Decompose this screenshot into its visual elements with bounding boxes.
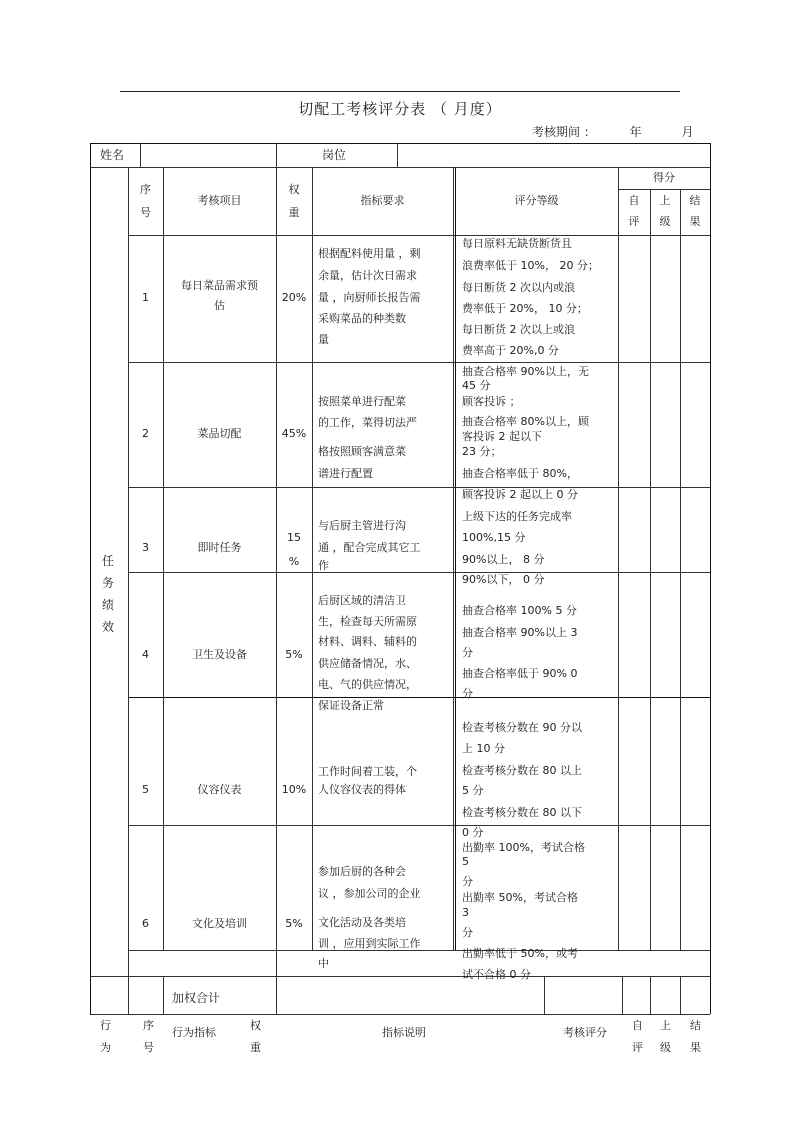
self-header-2: 评	[628, 215, 640, 228]
cell-text: 为	[100, 1041, 111, 1054]
grid-line	[90, 143, 91, 1014]
cell-text: 格按照顾客满意菜	[318, 445, 406, 458]
weight-header-1: 权	[288, 183, 300, 196]
cell-text: 量	[318, 333, 329, 346]
cell-text: 出勤率低于 50%，或考	[462, 947, 578, 960]
cell-text: 根据配料使用量 ，剩	[318, 247, 421, 260]
grid-line	[128, 572, 710, 573]
seq-header-1: 序	[140, 183, 151, 196]
result-header-2: 果	[689, 215, 701, 228]
cell-text: 中	[318, 957, 329, 970]
weighted-total-label: 加权合计	[172, 991, 221, 1005]
cell-text: 作	[318, 559, 329, 572]
grading-header: 评分等级	[514, 194, 559, 207]
cell-text: 5	[462, 855, 469, 868]
cell-text: 参加后厨的各种会	[318, 865, 406, 878]
item-header: 考核项目	[197, 194, 242, 207]
grid-line	[128, 235, 710, 236]
cell-text: 上 10 分	[462, 742, 505, 755]
grid-line	[128, 825, 710, 826]
cell-text: 工作时间着工装，个	[318, 765, 417, 778]
cell-text: 出勤率 100%，考试合格	[462, 841, 585, 854]
cell-text: 电、气的供应情况，	[318, 678, 417, 691]
cell-text: 上级下达的任务完成率	[462, 510, 572, 523]
cell-text: 5	[142, 783, 149, 796]
cell-text: 仪容仪表	[197, 783, 242, 796]
cell-text: 菜品切配	[197, 427, 242, 440]
self-header-1: 自	[628, 194, 640, 207]
cell-text: 绩	[101, 598, 114, 612]
grid-line	[680, 976, 681, 1014]
grid-line	[622, 976, 623, 1014]
cell-text: 3	[462, 906, 469, 919]
cell-text: 5%	[285, 648, 303, 661]
cell-text: 抽查合格率 90%以上 3	[462, 626, 578, 639]
post-label: 岗位	[322, 148, 347, 162]
score-header: 得分	[653, 171, 675, 184]
grid-line	[453, 167, 454, 950]
grid-line	[680, 189, 681, 950]
cell-text: 每日菜品需求预	[181, 279, 258, 292]
grid-line	[544, 976, 545, 1014]
seq-header-2: 号	[140, 206, 151, 219]
cell-text: 通 ，配合完成其它工	[318, 541, 421, 554]
grid-line	[650, 189, 651, 950]
grid-line	[90, 1014, 710, 1015]
grid-line	[312, 167, 313, 950]
grid-line	[618, 189, 710, 190]
cell-text: 浪费率低于 10%， 20 分；	[462, 259, 599, 272]
grid-line	[90, 167, 710, 168]
grid-line	[128, 697, 710, 698]
cell-text: 后厨区域的清洁卫	[318, 594, 406, 607]
cell-text: 自	[632, 1019, 643, 1032]
cell-text: 保证设备正常	[318, 699, 384, 712]
cell-text: 90%以下， 0 分	[462, 573, 545, 586]
cell-text: 5%	[285, 917, 303, 930]
period-label: 考核期间 ：	[532, 125, 596, 139]
cell-text: 考核评分	[563, 1026, 607, 1039]
cell-text: 2	[142, 427, 149, 440]
cell-text: 谱进行配置	[318, 467, 373, 480]
cell-text: 分	[462, 926, 473, 939]
cell-text: 每日原料无缺货断货且	[462, 237, 572, 250]
cell-text: 任	[101, 554, 114, 568]
cell-text: 检查考核分数在 80 以上	[462, 764, 582, 777]
cell-text: 45 分	[462, 379, 491, 392]
task-category-label	[96, 550, 120, 638]
cell-text: %	[288, 555, 300, 568]
cell-text: 出勤率 50%，考试合格	[462, 891, 578, 904]
grid-line	[650, 976, 651, 1014]
form-title: 切配工考核评分表 （ 月度）	[298, 100, 502, 118]
cell-text: 行	[100, 1019, 111, 1032]
top-rule	[120, 91, 680, 92]
cell-text: 6	[142, 917, 149, 930]
cell-text: 检查考核分数在 90 分以	[462, 721, 582, 734]
cell-text: 20%	[281, 291, 307, 304]
name-label: 姓名	[100, 148, 125, 162]
cell-text: 每日断货 2 次以上或浪	[462, 323, 575, 336]
cell-text: 0 分	[462, 826, 484, 839]
cell-text: 量 ，向厨师长报告需	[318, 291, 421, 304]
cell-text: 10%	[281, 783, 307, 796]
cell-text: 分	[462, 687, 473, 700]
cell-text: 顾客投诉 2 起以上 0 分	[462, 488, 578, 501]
cell-text: 23 分；	[462, 445, 502, 458]
weight-header-2: 重	[288, 206, 300, 219]
cell-text: 重	[250, 1041, 261, 1054]
cell-text: 效	[101, 620, 114, 634]
cell-text: 试不合格 0 分	[462, 968, 531, 981]
cell-text: 抽查合格率低于 80%，	[462, 467, 578, 480]
cell-text: 生，检查每天所需原	[318, 615, 417, 628]
cell-text: 议 ，参加公司的企业	[318, 887, 421, 900]
cell-text: 每日断货 2 次以内或浪	[462, 281, 575, 294]
cell-text: 分	[462, 875, 473, 888]
period-year: 年	[629, 125, 642, 139]
grid-line	[128, 487, 710, 488]
cell-text: 100%,15 分	[462, 531, 526, 544]
result-header-1: 结	[689, 194, 701, 207]
cell-text: 务	[101, 576, 114, 590]
grid-line	[618, 167, 619, 950]
cell-text: 结	[690, 1019, 701, 1032]
grid-line	[128, 362, 710, 363]
period-month: 月	[681, 125, 694, 139]
cell-text: 抽查合格率 80%以上，顾	[462, 415, 589, 428]
indicator-header: 指标要求	[360, 194, 405, 207]
cell-text: 与后厨主管进行沟	[318, 519, 406, 532]
grid-line	[455, 167, 456, 950]
cell-text: 果	[690, 1041, 701, 1054]
cell-text: 评	[632, 1041, 643, 1054]
cell-text: 按照菜单进行配菜	[318, 395, 406, 408]
cell-text: 顾客投诉 ；	[462, 395, 521, 408]
grid-line	[276, 143, 277, 167]
grid-line	[140, 143, 141, 167]
cell-text: 检查考核分数在 80 以下	[462, 806, 582, 819]
grid-line	[163, 976, 164, 1014]
cell-text: 1	[142, 291, 149, 304]
cell-text: 卫生及设备	[192, 648, 247, 661]
cell-text: 人仪容仪表的得体	[318, 783, 406, 796]
grid-line	[90, 976, 710, 977]
cell-text: 抽查合格率低于 90% 0	[462, 667, 578, 680]
cell-text: 客投诉 2 起以下	[462, 430, 542, 443]
cell-text: 的工作，菜得切法严	[318, 416, 417, 429]
cell-text: 供应储备情况，水、	[318, 657, 417, 670]
cell-text: 权	[250, 1019, 261, 1032]
cell-text: 抽查合格率 100% 5 分	[462, 604, 577, 617]
assessment-period	[532, 123, 694, 140]
cell-text: 采购菜品的种类数	[318, 312, 406, 325]
grid-line	[710, 143, 711, 1014]
cell-text: 号	[143, 1041, 154, 1054]
cell-text: 4	[142, 648, 149, 661]
grid-line	[397, 143, 398, 167]
superior-header-1: 上	[659, 194, 671, 207]
cell-text: 分	[462, 646, 473, 659]
cell-text: 级	[660, 1041, 671, 1054]
cell-text: 费率高于 20%,0 分	[462, 344, 559, 357]
grid-line	[90, 143, 710, 144]
cell-text: 15	[287, 531, 301, 544]
cell-text: 余量，估计次日需求	[318, 269, 417, 282]
cell-text: 训 ，应用到实际工作	[318, 937, 421, 950]
cell-text: 费率低于 20%， 10 分；	[462, 302, 588, 315]
cell-text: 材料、调料、辅料的	[318, 635, 417, 648]
cell-text: 文化及培训	[192, 917, 247, 930]
cell-text: 文化活动及各类培	[318, 916, 406, 929]
cell-text: 行为指标	[172, 1026, 216, 1039]
cell-text: 抽查合格率 90%以上，无	[462, 365, 589, 378]
cell-text: 指标说明	[382, 1026, 426, 1039]
cell-text: 45%	[281, 427, 307, 440]
superior-header-2: 级	[659, 215, 671, 228]
cell-text: 上	[660, 1019, 671, 1032]
cell-text: 估	[214, 299, 225, 312]
cell-text: 5 分	[462, 784, 484, 797]
cell-text: 90%以上， 8 分	[462, 553, 545, 566]
cell-text: 即时任务	[197, 541, 242, 554]
cell-text: 3	[142, 541, 149, 554]
cell-text: 序	[143, 1019, 154, 1032]
